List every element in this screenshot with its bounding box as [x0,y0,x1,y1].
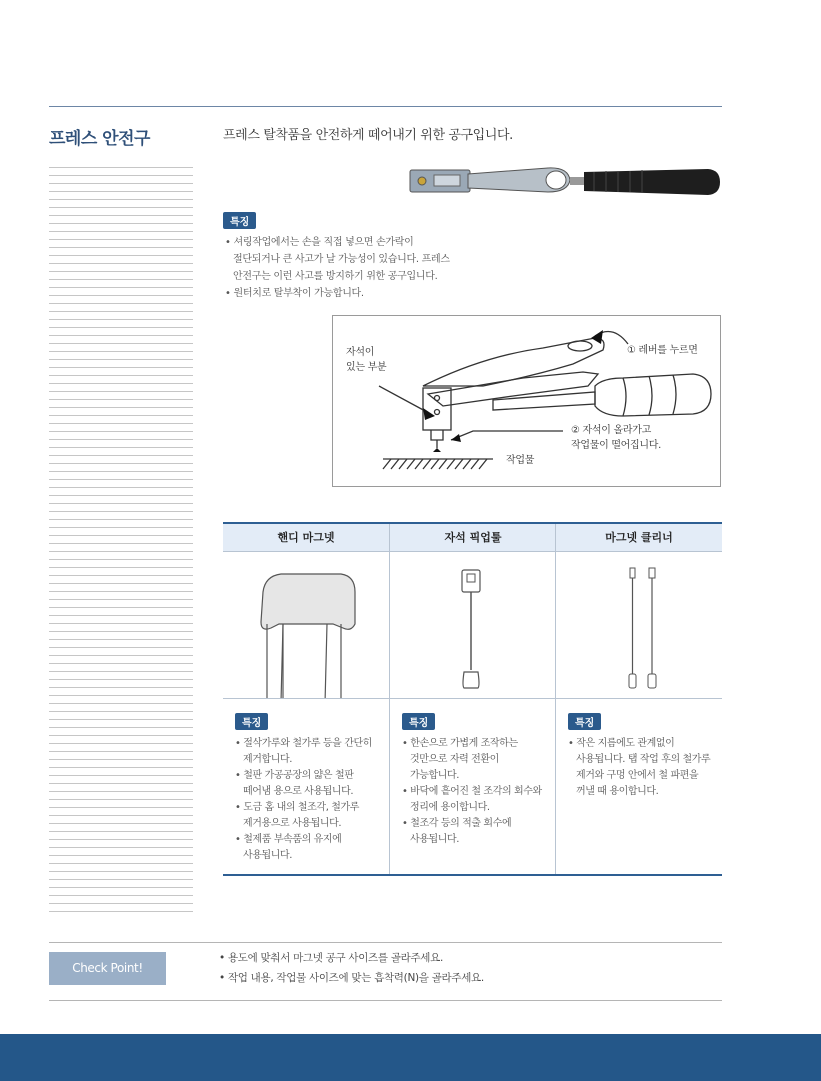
pickup-tool-image [390,552,556,699]
product-feature: • 절삭가루와 철가루 등을 간단히 제거합니다. [233,736,389,768]
product-feature: • 작은 지름에도 관계없이 사용됩니다. 탭 작업 후의 철가루 제거와 구멍 안에서 철 파편을 꺼낼 때 용이합니다. [566,736,722,800]
label-lever: ① 레버를 누르면 [627,345,698,356]
checkpoint-bottom-rule [49,1000,722,1001]
footer-bar [0,1034,821,1081]
top-rule [49,106,722,107]
press-tool-diagram [332,315,721,487]
product-feature: • 바닥에 흩어진 철 조각의 회수와 정리에 용이합니다. [400,784,556,816]
product-feature-list [233,736,389,864]
product-feature-list [400,736,556,848]
feature-item: • 원터치로 탈부착이 가능합니다. [223,285,493,302]
feature-item: • 셔링작업에서는 손을 직접 넣으면 손가락이 절단되거나 큰 사고가 날 가능성이 있습니다. 프레스 안전구는 이런 사고를 방지하기 위한 공구입니다. [223,234,493,285]
checkpoint-label: Check Point! [49,952,166,985]
product-column [555,524,722,874]
product-column [223,524,389,874]
label-release: ② 자석이 올라가고 작업물이 떨어집니다. [571,425,661,451]
feature-list [223,234,493,302]
product-feature-list [566,736,722,800]
product-tag: 특징 [568,713,601,730]
press-tool-photo [408,164,724,200]
product-name: 자석 픽업툴 [390,524,556,552]
product-feature: • 한손으로 가볍게 조작하는 것만으로 자력 전환이 가능합니다. [400,736,556,784]
label-magnet-part: 자석이 있는 부분 [346,347,387,373]
section-title: 프레스 안전구 [49,129,150,149]
intro-text: 프레스 탈착품을 안전하게 떼어내기 위한 공구입니다. [223,128,513,143]
product-feature: • 철조각 등의 적출 회수에 사용됩니다. [400,816,556,848]
product-name: 핸디 마그넷 [223,524,389,552]
sidebar-ruled-lines [49,167,193,913]
features-tag: 특징 [223,212,256,229]
product-tag: 특징 [402,713,435,730]
product-feature: • 철판 가공공장의 얇은 철판 떼어냄 용으로 사용됩니다. [233,768,389,800]
handy-magnet-image [223,552,389,699]
magnet-cleaner-image [556,552,722,699]
checkpoint-item: • 용도에 맞춰서 마그넷 공구 사이즈를 골라주세요. [219,948,484,968]
checkpoint-list [219,948,484,988]
product-name: 마그넷 클리너 [556,524,722,552]
checkpoint-top-rule [49,942,722,943]
label-workpiece: 작업물 [506,455,535,466]
product-tag: 특징 [235,713,268,730]
product-column [389,524,556,874]
product-feature: • 도금 홈 내의 철조각, 철가루 제거용으로 사용됩니다. [233,800,389,832]
product-feature: • 철제품 부속품의 유지에 사용됩니다. [233,832,389,864]
product-table [223,522,722,876]
checkpoint-item: • 작업 내용, 작업물 사이즈에 맞는 흡착력(N)을 골라주세요. [219,968,484,988]
